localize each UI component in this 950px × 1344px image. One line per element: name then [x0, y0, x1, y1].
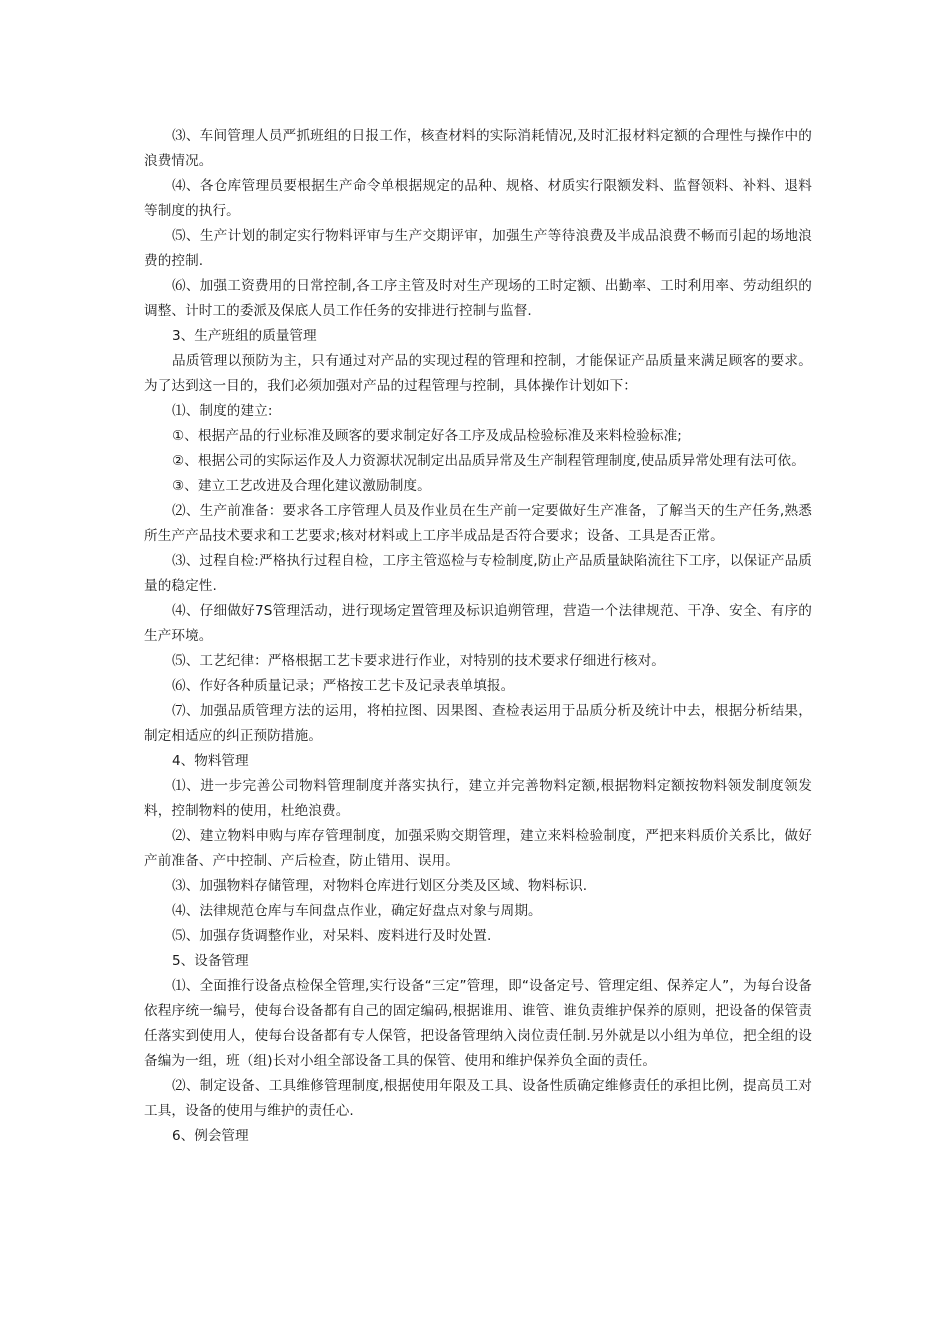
paragraph: ⑴、进一步完善公司物料管理制度并落实执行，建立并完善物料定额,根据物料定额按物料领发制度领发料，控制物料的使用，杜绝浪费。	[144, 778, 812, 819]
paragraph: ⑵、生产前准备：要求各工序管理人员及作业员在生产前一定要做好生产准备，了解当天的生产任务,熟悉所生产产品技术要求和工艺要求;核对材料或上工序半成品是否符合要求；设备、工具是否正常。	[144, 503, 812, 544]
paragraph: ⑶、加强物料存储管理，对物料仓库进行划区分类及区域、物料标识.	[172, 878, 588, 894]
paragraph: ③、建立工艺改进及合理化建议激励制度。	[172, 478, 431, 494]
document-body	[144, 124, 812, 1149]
section-heading: 6、例会管理	[172, 1128, 249, 1144]
section-heading: 5、设备管理	[172, 953, 249, 969]
paragraph: ⑴、全面推行设备点检保全管理,实行设备“三定”管理，即“设备定号、管理定组、保养定人”，为每台设备依程序统一编号，使每台设备都有自己的固定编码,根据谁用、谁管、谁负责维护保养的原则，把设备的保管责任落实到使用人，使每台设备都有专人保管，把设备管理纳入岗位责任制.另外就是以小组为单位，把全组的设备编为一组，班（组)长对小组全部设备工具的保管、使用和维护保养负全面的责任。	[144, 978, 812, 1069]
paragraph: ⑴、制度的建立:	[172, 403, 273, 419]
paragraph: ⑷、仔细做好7S管理活动，进行现场定置管理及标识追朔管理，营造一个法律规范、干净、安全、有序的生产环境。	[144, 603, 812, 644]
paragraph: ⑵、建立物料申购与库存管理制度，加强采购交期管理，建立来料检验制度，严把来料质价关系比，做好产前准备、产中控制、产后检查，防止错用、误用。	[144, 828, 812, 869]
paragraph: ⑵、制定设备、工具维修管理制度,根据使用年限及工具、设备性质确定维修责任的承担比例，提高员工对工具，设备的使用与维护的责任心.	[144, 1078, 812, 1119]
paragraph: ⑷、各仓库管理员要根据生产命令单根据规定的品种、规格、材质实行限额发料、监督领料、补料、退料等制度的执行。	[144, 178, 812, 219]
paragraph: ⑷、法律规范仓库与车间盘点作业，确定好盘点对象与周期。	[172, 903, 542, 919]
paragraph: ⑹、加强工资费用的日常控制,各工序主管及时对生产现场的工时定额、出勤率、工时利用率、劳动组织的调整、计时工的委派及保底人员工作任务的安排进行控制与监督.	[144, 278, 812, 319]
paragraph: ⑶、车间管理人员严抓班组的日报工作，核查材料的实际消耗情况,及时汇报材料定额的合理性与操作中的浪费情况。	[144, 128, 812, 169]
section-heading: 3、生产班组的质量管理	[172, 328, 317, 344]
paragraph: ⑶、过程自检:严格执行过程自检，工序主管巡检与专检制度,防止产品质量缺陷流往下工序，以保证产品质量的稳定性.	[144, 553, 812, 594]
paragraph: ⑸、生产计划的制定实行物料评审与生产交期评审，加强生产等待浪费及半成品浪费不畅而引起的场地浪费的控制.	[144, 228, 812, 269]
paragraph: ②、根据公司的实际运作及人力资源状况制定出品质异常及生产制程管理制度,使品质异常处理有法可依。	[172, 453, 805, 469]
paragraph: ①、根据产品的行业标准及顾客的要求制定好各工序及成品检验标准及来料检验标准;	[172, 428, 682, 444]
paragraph: ⑺、加强品质管理方法的运用，将柏拉图、因果图、查检表运用于品质分析及统计中去，根据分析结果，制定相适应的纠正预防措施。	[144, 703, 812, 744]
paragraph: ⑹、作好各种质量记录；严格按工艺卡及记录表单填报。	[172, 678, 515, 694]
paragraph: ⑸、工艺纪律：严格根据工艺卡要求进行作业，对特别的技术要求仔细进行核对。	[172, 653, 665, 669]
paragraph: 品质管理以预防为主，只有通过对产品的实现过程的管理和控制，才能保证产品质量来满足顾客的要求。为了达到这一目的，我们必须加强对产品的过程管理与控制，具体操作计划如下：	[144, 353, 812, 394]
paragraph: ⑸、加强存货调整作业，对呆料、废料进行及时处置.	[172, 928, 492, 944]
section-heading: 4、物料管理	[172, 753, 249, 769]
